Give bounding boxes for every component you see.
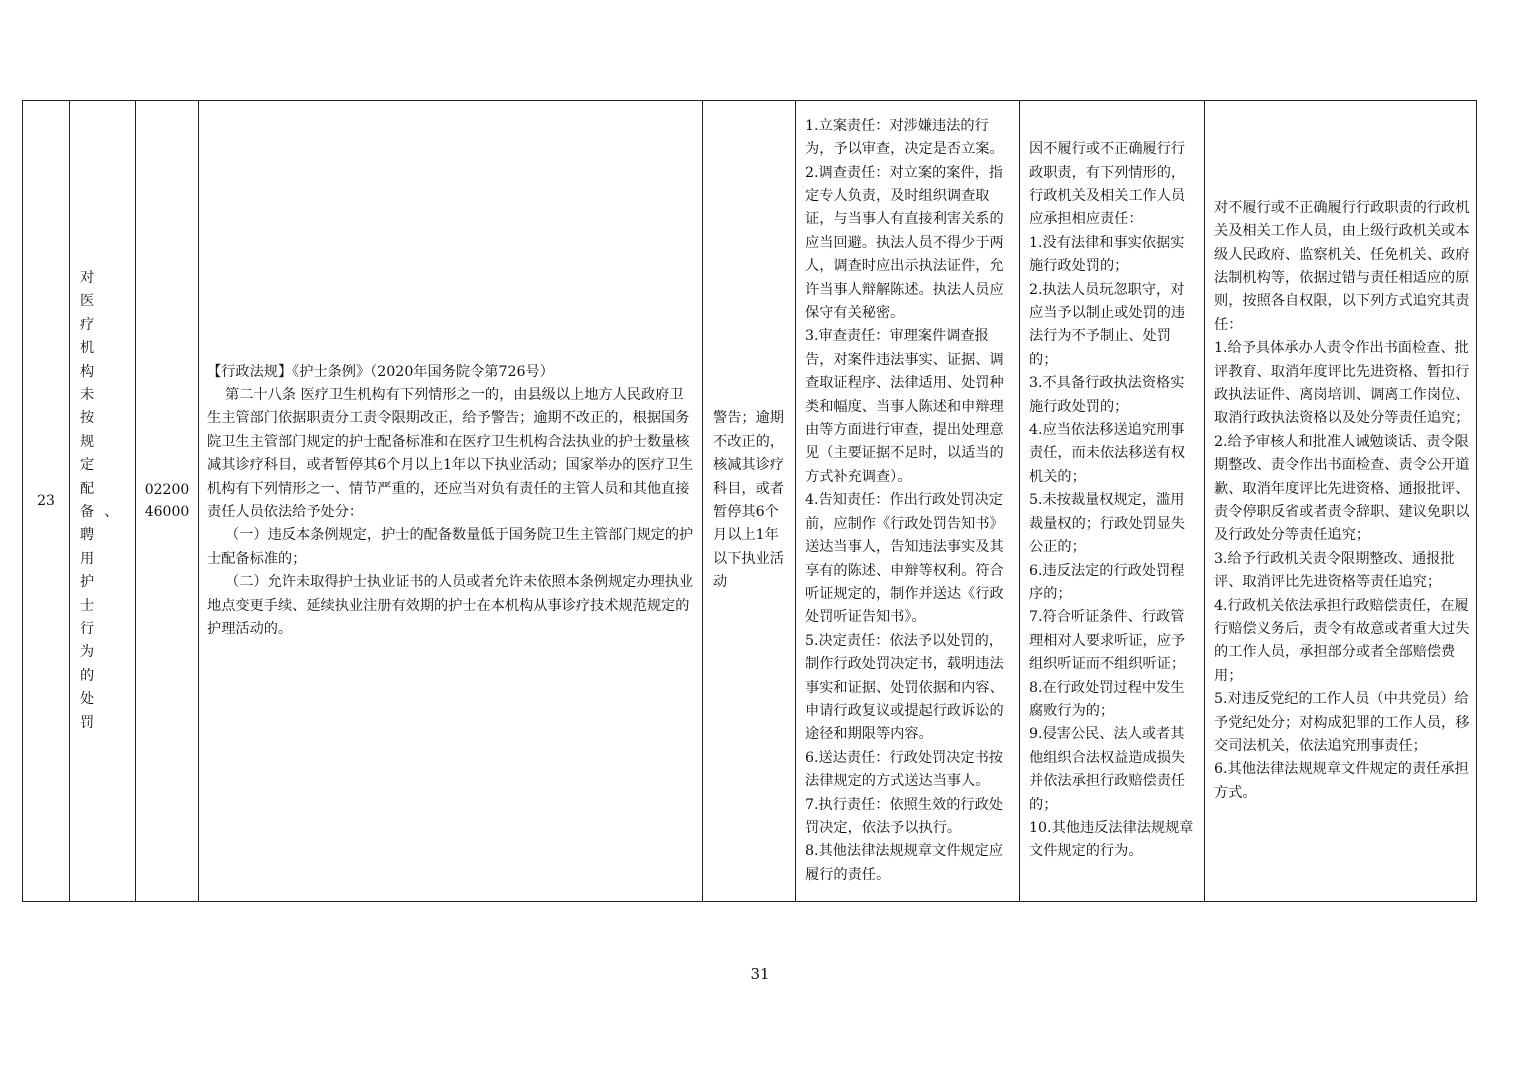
page-number: 31 (750, 965, 770, 983)
responsibility-cell (796, 101, 1020, 902)
legal-basis-cell (199, 101, 703, 902)
item-code-cell (136, 101, 199, 902)
accountability-cell (1020, 101, 1205, 902)
penalty-type: 警告；逾期不改正的，核减其诊疗科目，或者暂停其6个月以上1年以下执业活动 (713, 410, 784, 591)
row-number-cell (23, 101, 70, 902)
pursuit-cell (1205, 101, 1477, 902)
accountability-list: 因不履行或不正确履行行政职责，有下列情形的，行政机关及相关工作人员应承担相应责任： 1.没有法律和事实依据实施行政处罚的； 2.执法人员玩忽职守，对应当予以制止或处罚的违法行为不予制止、处罚的； 3.不具备行政执法资格实施行政处罚的； 4.应当依法移送追究刑事责任，而未依法移送有权机关的； 5.未按裁量权规定，滥用裁量权的；行政处罚显失公正的； 6.违反法定的行政处罚程序的； 7.符合听证条件、行政管理相对人要求听证，应予组织听证而不组织听证； 8.在行政处罚过程中发生腐败行为的； 9.侵害公民、法人或者其他组织合法权益造成损失并依法承担行政赔偿责任的； 10.其他违反法律法规规章文件规定的行为。 (1029, 141, 1194, 860)
item-code: 02200 46000 (144, 482, 190, 520)
responsibility-table (22, 100, 1477, 902)
table-row (23, 101, 1477, 902)
penalty-cell (703, 101, 796, 902)
row-number: 23 (37, 493, 55, 509)
legal-basis: 【行政法规】《护士条例》（2020年国务院令第726号） 第二十八条 医疗卫生机构有下列情形之一的，由县级以上地方人民政府卫生主管部门依据职责分工责令限期改正，给予警告；逾期不改正的，根据国务院卫生主管部门规定的护士配备标准和在医疗卫生机构合法执业的护士数量核减其诊疗科目，或者暂停其6个月以上1年以下执业活动；国家举办的医疗卫生机构有下列情形之一、情节严重的，还应当对负有责任的主管人员和其他直接责任人员依法给予处分： （一）违反本条例规定，护士的配备数量低于国务院卫生主管部门规定的护士配备标准的； （二）允许未取得护士执业证书的人员或者允许未依照本条例规定办理执业地点变更手续、延续执业注册有效期的护士在本机构从事诊疗技术规范规定的护理活动的。 (207, 363, 694, 638)
pursuit-list: 对不履行或不正确履行行政职责的行政机关及相关工作人员，由上级行政机关或本级人民政府、监察机关、任免机关、政府法制机构等，依据过错与责任相适应的原则，按照各自权限，以下列方式追究其责任： 1.给予具体承办人责令作出书面检查、批评教育、取消年度评比先进资格、暂扣行政执法证件、离岗培训、调离工作岗位、取消行政执法资格以及处分等责任追究； 2.给予审核人和批准人诫勉谈话、责令限期整改、责令作出书面检查、责令公开道歉、取消年度评比先进资格、通报批评、责令停职反省或者责令辞职、建议免职以及行政处分等责任追究； 3.给予行政机关责令限期整改、通报批评、取消评比先进资格等责任追究； 4.行政机关依法承担行政赔偿责任，在履行赔偿义务后，责令有故意或者重大过失的工作人员，承担部分或者全部赔偿费用； 5.对违反党纪的工作人员（中共党员）给予党纪处分；对构成犯罪的工作人员，移交司法机关，依法追究刑事责任； 6.其他法律法规规章文件规定的责任承担方式。 (1214, 199, 1470, 801)
responsibility-list: 1.立案责任：对涉嫌违法的行为，予以审查，决定是否立案。 2.调查责任：对立案的案件，指定专人负责，及时组织调查取证，与当事人有直接利害关系的应当回避。执法人员不得少于两人，调查时应出示执法证件，允许当事人辩解陈述。执法人员应保守有关秘密。 3.审查责任：审理案件调查报告，对案件违法事实、证据、调查取证程序、法律适用、处罚种类和幅度、当事人陈述和申辩理由等方面进行审查，提出处理意见（主要证据不足时，以适当的方式补充调查）。 4.告知责任：作出行政处罚决定前，应制作《行政处罚告知书》送达当事人，告知违法事实及其享有的陈述、申辩等权利。符合听证规定的，制作并送达《行政处罚听证告知书》。 5.决定责任：依法予以处罚的，制作行政处罚决定书，载明违法事实和证据、处罚依据和内容、申请行政复议或提起行政诉讼的途径和期限等内容。 6.送达责任：行政处罚决定书按法律规定的方式送达当事人。 7.执行责任：依照生效的行政处罚决定，依法予以执行。 8.其他法律法规规章文件规定应履行的责任。 (805, 117, 1004, 883)
item-name: 对医疗机构未按规定配备、聘用护士行为的处罚 (80, 269, 129, 731)
item-name-cell (70, 101, 136, 902)
